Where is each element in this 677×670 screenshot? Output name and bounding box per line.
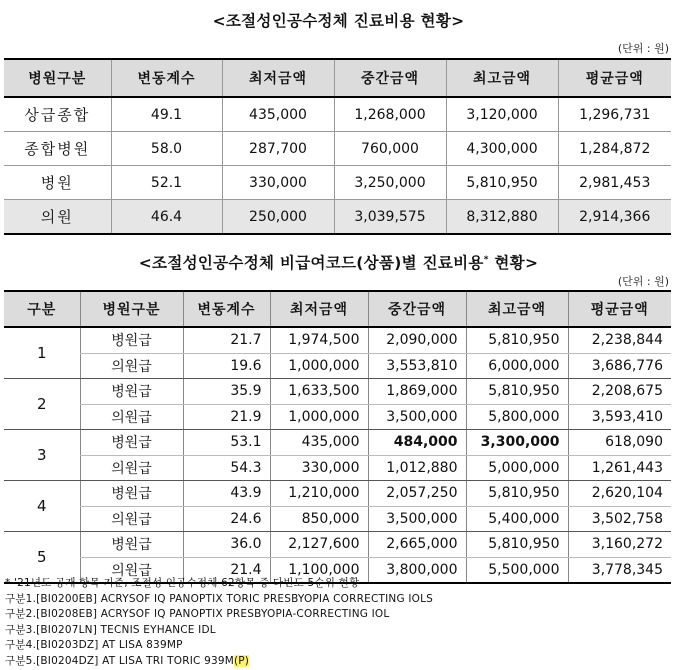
cell-group-id: 3 [4,430,80,481]
table-row [4,481,671,507]
header-max: 최고금액 [446,59,558,97]
cell-max: 6,000,000 [466,353,568,379]
cell-median: 2,090,000 [368,327,466,353]
cell-cv: 21.9 [183,404,270,430]
table-row [4,132,671,166]
header-min: 최저금액 [222,59,334,97]
cell-median: 1,869,000 [368,379,466,405]
cell-cv: 49.1 [111,97,222,132]
cell-max: 5,800,000 [466,404,568,430]
cell-hospital-type: 상급종합 [4,97,111,132]
table2-unit: (단위 : 원) [617,275,669,288]
cell-max: 3,300,000 [466,430,568,456]
cell-median: 760,000 [334,132,446,166]
cell-mean: 2,238,844 [568,327,671,353]
header-max: 최고금액 [466,291,568,327]
footnote-group-2: 구분2.[BI0208EB] ACRYSOF IQ PANOPTIX PRESBYOPIA-CORRECTING IOL [5,608,390,620]
cell-mean: 3,778,345 [568,557,671,583]
cell-cv: 52.1 [111,166,222,200]
cell-group-id: 5 [4,532,80,584]
table2-title-text: <조절성인공수정체 비급여코드(상품)별 진료비용 [138,254,484,272]
cell-min: 1,000,000 [270,353,368,379]
header-mean: 평균금액 [558,59,671,97]
cell-group-id: 2 [4,379,80,430]
cell-min: 2,127,600 [270,532,368,558]
table-row [4,506,671,532]
cell-mean: 1,261,443 [568,455,671,481]
cell-hospital-type: 의원급 [80,506,183,532]
table-row [4,97,671,132]
table2-title-end: 현황> [488,254,539,272]
cell-min: 1,633,500 [270,379,368,405]
cell-cv: 36.0 [183,532,270,558]
cell-hospital-type: 의원 [4,200,111,235]
cell-cv: 54.3 [183,455,270,481]
cell-cv: 43.9 [183,481,270,507]
cell-median: 3,553,810 [368,353,466,379]
cell-mean: 3,686,776 [568,353,671,379]
cell-min: 1,100,000 [270,557,368,583]
cell-max: 8,312,880 [446,200,558,235]
table-row [4,532,671,558]
footnote-group-5-line [5,654,675,670]
table-row [4,404,671,430]
table-header-row [4,291,671,327]
footnote-group-3: 구분3.[BI0207LN] TECNIS EYHANCE IDL [5,623,216,636]
cell-group-id: 1 [4,327,80,379]
cell-mean: 2,981,453 [558,166,671,200]
footnotes [5,576,675,669]
cell-max: 5,400,000 [466,506,568,532]
cell-min: 250,000 [222,200,334,235]
cell-max: 5,810,950 [466,327,568,353]
cell-hospital-type: 의원급 [80,455,183,481]
footnote-group-4: 구분4.[BI0203DZ] AT LISA 839MP [5,639,183,651]
cell-mean: 2,208,675 [568,379,671,405]
table2-title-footnote-mark: * [483,254,489,265]
cell-cv: 21.7 [183,327,270,353]
cell-cv: 46.4 [111,200,222,235]
header-hospital-type: 병원구분 [80,291,183,327]
cell-hospital-type: 병원급 [80,379,183,405]
cell-hospital-type: 병원 [4,166,111,200]
cell-min: 850,000 [270,506,368,532]
hospital-type-cost-table [4,58,671,235]
cell-median: 3,039,575 [334,200,446,235]
table-row [4,200,671,235]
cell-min: 330,000 [222,166,334,200]
footnote-group-5-suffix: (P) [233,654,250,667]
table-row [4,379,671,405]
cell-cv: 53.1 [183,430,270,456]
cell-hospital-type: 병원급 [80,430,183,456]
cell-hospital-type: 의원급 [80,404,183,430]
table1-unit: (단위 : 원) [617,42,669,55]
cell-median: 3,800,000 [368,557,466,583]
cell-median: 2,057,250 [368,481,466,507]
footnote-group-5: 구분5.[BI0204DZ] AT LISA TRI TORIC 939M [5,654,234,667]
cell-median: 3,250,000 [334,166,446,200]
cell-max: 5,810,950 [466,481,568,507]
table-row [4,327,671,353]
header-cv: 변동계수 [111,59,222,97]
table-row [4,166,671,200]
cell-mean: 3,502,758 [568,506,671,532]
table-row [4,353,671,379]
cell-min: 1,000,000 [270,404,368,430]
cell-max: 4,300,000 [446,132,558,166]
header-min: 최저금액 [270,291,368,327]
cell-min: 330,000 [270,455,368,481]
cell-cv: 58.0 [111,132,222,166]
cell-mean: 3,160,272 [568,532,671,558]
cell-hospital-type: 종합병원 [4,132,111,166]
cell-max: 5,810,950 [466,532,568,558]
cell-hospital-type: 병원급 [80,327,183,353]
cell-cv: 35.9 [183,379,270,405]
cell-cv: 21.4 [183,557,270,583]
cell-median: 2,665,000 [368,532,466,558]
cell-median: 1,268,000 [334,97,446,132]
cell-min: 287,700 [222,132,334,166]
cell-median: 484,000 [368,430,466,456]
cell-min: 435,000 [222,97,334,132]
cell-min: 1,974,500 [270,327,368,353]
header-median: 중간금액 [368,291,466,327]
footnote-group-1: 구분1.[BI0200EB] ACRYSOF IQ PANOPTIX TORIC PRESBYOPIA CORRECTING IOLS [5,592,434,605]
footnote-criteria: * '21년도 공개 항목 기준, 조절성 인공수정체 62항목 중 다빈도 5순위 현황 [5,577,360,589]
cell-cv: 19.6 [183,353,270,379]
cell-hospital-type: 병원급 [80,481,183,507]
cell-max: 5,000,000 [466,455,568,481]
cell-hospital-type: 병원급 [80,532,183,558]
cell-mean: 1,284,872 [558,132,671,166]
header-median: 중간금액 [334,59,446,97]
table-row [4,455,671,481]
header-mean: 평균금액 [568,291,671,327]
cell-hospital-type: 의원급 [80,353,183,379]
cell-mean: 618,090 [568,430,671,456]
header-group: 구분 [4,291,80,327]
cell-max: 5,500,000 [466,557,568,583]
cell-max: 5,810,950 [466,379,568,405]
cell-group-id: 4 [4,481,80,532]
cell-cv: 24.6 [183,506,270,532]
cell-mean: 3,593,410 [568,404,671,430]
cell-hospital-type: 의원급 [80,557,183,583]
header-hospital-type: 병원구분 [4,59,111,97]
cell-max: 5,810,950 [446,166,558,200]
cell-mean: 2,914,366 [558,200,671,235]
cell-min: 435,000 [270,430,368,456]
cell-mean: 1,296,731 [558,97,671,132]
table-header-row [4,59,671,97]
cell-median: 1,012,880 [368,455,466,481]
cell-median: 3,500,000 [368,506,466,532]
table2-title [0,251,677,273]
cell-median: 3,500,000 [368,404,466,430]
header-cv: 변동계수 [183,291,270,327]
table1-title: <조절성인공수정체 진료비용 현황> [212,12,465,30]
cell-mean: 2,620,104 [568,481,671,507]
cell-max: 3,120,000 [446,97,558,132]
cell-min: 1,210,000 [270,481,368,507]
product-code-cost-table [4,290,671,584]
table-row [4,430,671,456]
